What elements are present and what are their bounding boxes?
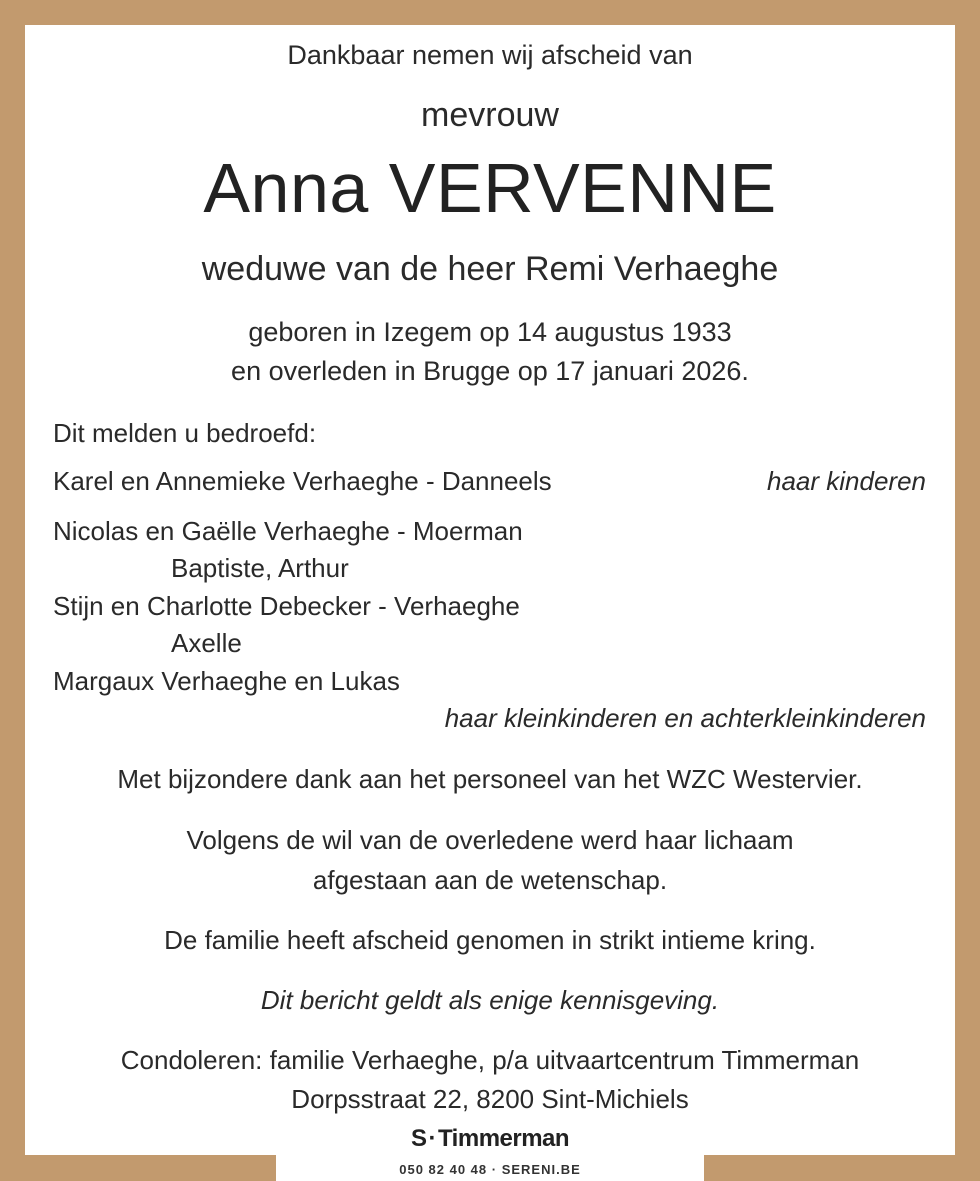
funeral-home-logo <box>0 1125 980 1153</box>
born-line: geboren in Izegem op 14 augustus 1933 <box>248 317 732 347</box>
farewell-line: De familie heeft afscheid genomen in strikt intieme kring. <box>164 925 816 955</box>
deceased-name: Anna VERVENNE <box>203 149 777 227</box>
body-line-1: Volgens de wil van de overledene werd haar lichaam <box>186 825 794 855</box>
children-label: haar kinderen <box>767 466 926 496</box>
condolences-line-1: Condoleren: familie Verhaeghe, p/a uitvaartcentrum Timmerman <box>120 1045 860 1075</box>
grandchild-line: Stijn en Charlotte Debecker - Verhaeghe <box>53 591 520 621</box>
thanks-line: Met bijzondere dank aan het personeel van het WZC Westervier. <box>117 764 863 794</box>
body-line-2: afgestaan aan de wetenschap. <box>312 865 668 895</box>
title-prefix: mevrouw <box>421 96 559 134</box>
grandchild-line: Baptiste, Arthur <box>171 553 349 583</box>
grandchildren-label: haar kleinkinderen en achterkleinkinderen <box>444 703 926 733</box>
logo-name: Timmerman <box>437 1125 570 1152</box>
contact-info: 050 82 40 48 · SERENI.BE <box>399 1162 581 1177</box>
children-line: Karel en Annemieke Verhaeghe - Danneels <box>53 466 552 496</box>
grandchild-line: Axelle <box>171 628 242 658</box>
logo-dot: · <box>428 1125 436 1152</box>
grandchild-line: Margaux Verhaeghe en Lukas <box>53 666 400 696</box>
died-line: en overleden in Brugge op 17 januari 2026. <box>231 356 749 386</box>
logo-letter: S <box>410 1125 427 1152</box>
grandchild-line: Nicolas en Gaëlle Verhaeghe - Moerman <box>53 516 523 546</box>
spouse-line: weduwe van de heer Remi Verhaeghe <box>201 250 779 288</box>
notice-line: Dit bericht geldt als enige kennisgeving. <box>260 985 720 1015</box>
intro-text: Dankbaar nemen wij afscheid van <box>287 40 693 70</box>
family-intro: Dit melden u bedroefd: <box>53 418 317 448</box>
condolences-line-2: Dorpsstraat 22, 8200 Sint-Michiels <box>291 1084 689 1114</box>
